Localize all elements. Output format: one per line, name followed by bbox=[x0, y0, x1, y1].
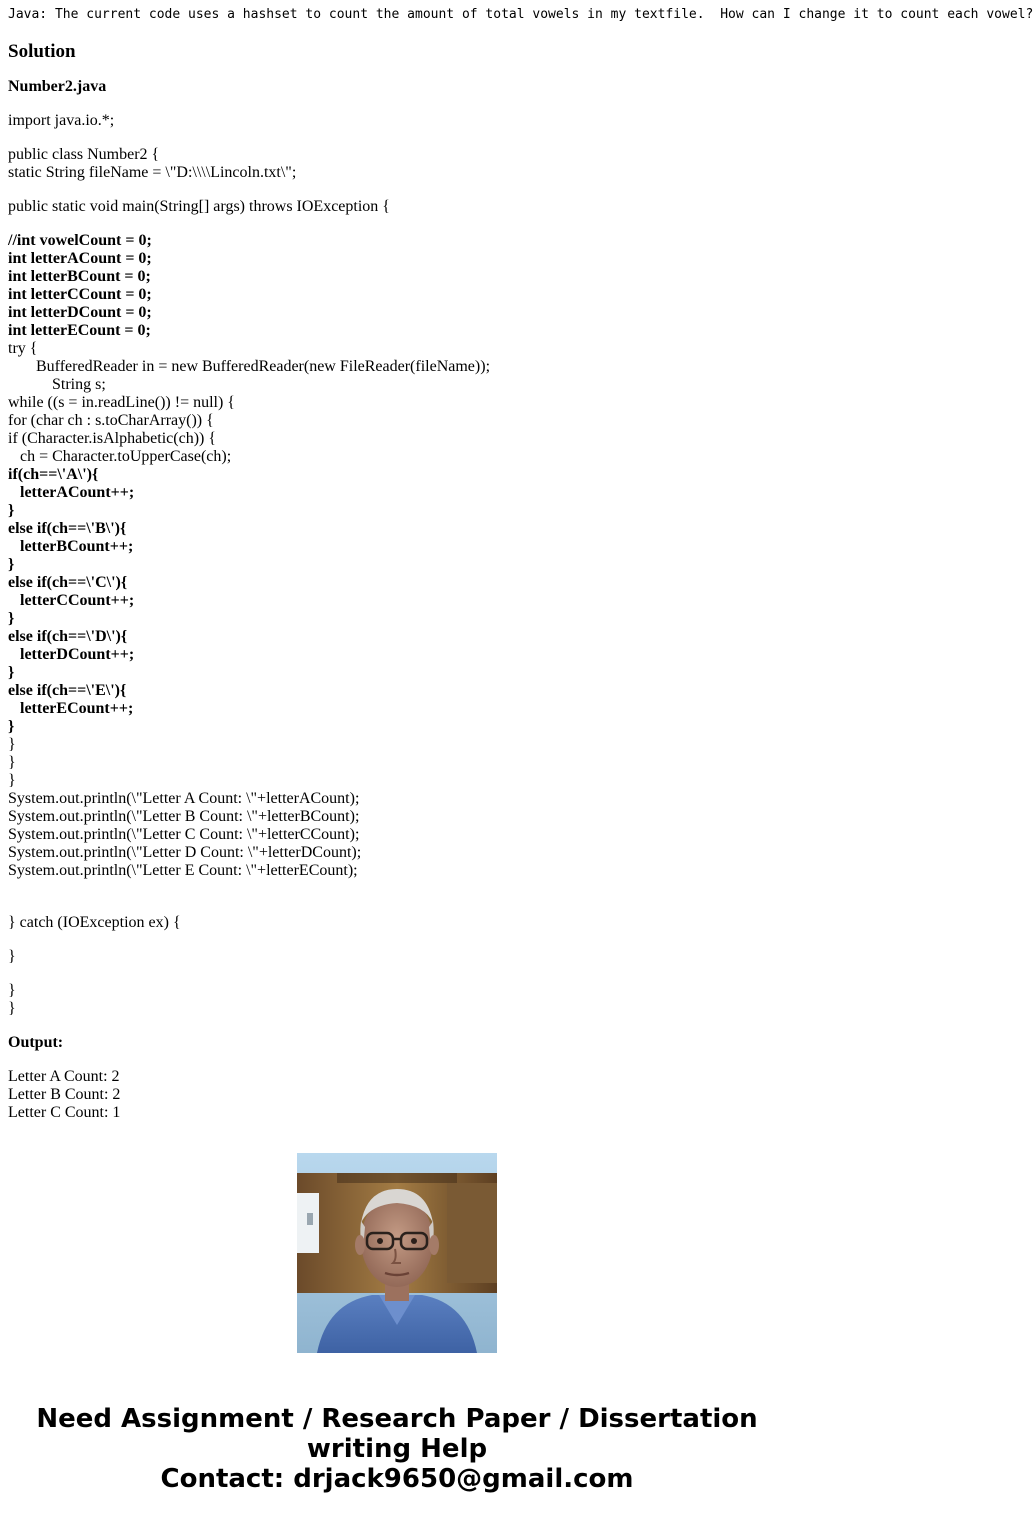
code-import bbox=[8, 112, 788, 130]
code-line: } bbox=[8, 736, 16, 753]
code-line: import java.io.*; bbox=[8, 112, 115, 129]
code-line: String s; bbox=[8, 376, 106, 393]
output-heading: Output: bbox=[8, 1034, 64, 1051]
code-line: //int vowelCount = 0; bbox=[8, 232, 152, 249]
code-line: try { bbox=[8, 340, 38, 357]
code-line: System.out.println(\"Letter C Count: \"+letterCCount); bbox=[8, 826, 360, 843]
code-line: } bbox=[8, 610, 15, 627]
code-line: int letterBCount = 0; bbox=[8, 268, 151, 285]
code-body bbox=[8, 232, 788, 880]
spacer bbox=[8, 880, 788, 914]
code-line: letterCCount++; bbox=[8, 592, 135, 609]
solution-content bbox=[8, 40, 788, 1138]
footer-contact: Contact: drjack9650@gmail.com bbox=[160, 1464, 634, 1494]
code-line: System.out.println(\"Letter A Count: \"+letterACount); bbox=[8, 790, 360, 807]
code-line: System.out.println(\"Letter B Count: \"+letterBCount); bbox=[8, 808, 360, 825]
code-line: } bbox=[8, 502, 15, 519]
code-line: } bbox=[8, 1000, 16, 1017]
code-line: System.out.println(\"Letter E Count: \"+letterECount); bbox=[8, 862, 358, 879]
code-line: while ((s = in.readLine()) != null) { bbox=[8, 394, 235, 411]
filename: Number2.java bbox=[8, 78, 107, 95]
output-line: Letter B Count: 2 bbox=[8, 1086, 121, 1103]
code-line: if(ch==\'A\'){ bbox=[8, 466, 99, 483]
code-line: } bbox=[8, 948, 16, 965]
author-portrait bbox=[297, 1153, 497, 1353]
code-line: } catch (IOException ex) { bbox=[8, 914, 181, 931]
code-line: BufferedReader in = new BufferedReader(new FileReader(fileName)); bbox=[8, 358, 491, 375]
code-line: letterECount++; bbox=[8, 700, 134, 717]
output-line: Letter A Count: 2 bbox=[8, 1068, 120, 1085]
code-line: } bbox=[8, 982, 16, 999]
code-line: for (char ch : s.toCharArray()) { bbox=[8, 412, 214, 429]
code-line: int letterECount = 0; bbox=[8, 322, 151, 339]
code-end bbox=[8, 982, 788, 1018]
question-text: Java: The current code uses a hashset to count the amount of total vowels in my textfile. How can I change it to count each vowel? bbox=[8, 7, 1033, 22]
code-line: } bbox=[8, 556, 15, 573]
footer-line: writing Help bbox=[306, 1434, 488, 1464]
code-line: } bbox=[8, 664, 15, 681]
code-line: } bbox=[8, 718, 15, 735]
solution-heading: Solution bbox=[8, 41, 76, 62]
output-line: Letter C Count: 1 bbox=[8, 1104, 121, 1121]
code-line: static String fileName = \"D:\\\\Lincoln.txt\"; bbox=[8, 164, 297, 181]
code-main-decl bbox=[8, 198, 788, 216]
code-line: public class Number2 { bbox=[8, 146, 160, 163]
code-line: public static void main(String[] args) throws IOException { bbox=[8, 198, 390, 215]
code-line: } bbox=[8, 772, 16, 789]
code-line: if (Character.isAlphabetic(ch)) { bbox=[8, 430, 217, 447]
code-line: ch = Character.toUpperCase(ch); bbox=[8, 448, 232, 465]
code-line: } bbox=[8, 754, 16, 771]
code-line: else if(ch==\'D\'){ bbox=[8, 628, 128, 645]
output-block bbox=[8, 1068, 788, 1122]
code-line: letterACount++; bbox=[8, 484, 135, 501]
code-line: else if(ch==\'E\'){ bbox=[8, 682, 127, 699]
code-line: else if(ch==\'C\'){ bbox=[8, 574, 128, 591]
code-catch-close bbox=[8, 948, 788, 966]
footer-line: Need Assignment / Research Paper / Dissertation bbox=[36, 1404, 758, 1434]
code-line: int letterACount = 0; bbox=[8, 250, 152, 267]
code-class-header bbox=[8, 146, 788, 182]
code-line: int letterCCount = 0; bbox=[8, 286, 152, 303]
code-line: letterBCount++; bbox=[8, 538, 134, 555]
code-line: int letterDCount = 0; bbox=[8, 304, 152, 321]
code-line: System.out.println(\"Letter D Count: \"+letterDCount); bbox=[8, 844, 362, 861]
code-line: letterDCount++; bbox=[8, 646, 135, 663]
code-line: else if(ch==\'B\'){ bbox=[8, 520, 127, 537]
contact-footer bbox=[0, 1404, 794, 1494]
author-avatar bbox=[297, 1153, 497, 1353]
code-catch bbox=[8, 914, 788, 932]
